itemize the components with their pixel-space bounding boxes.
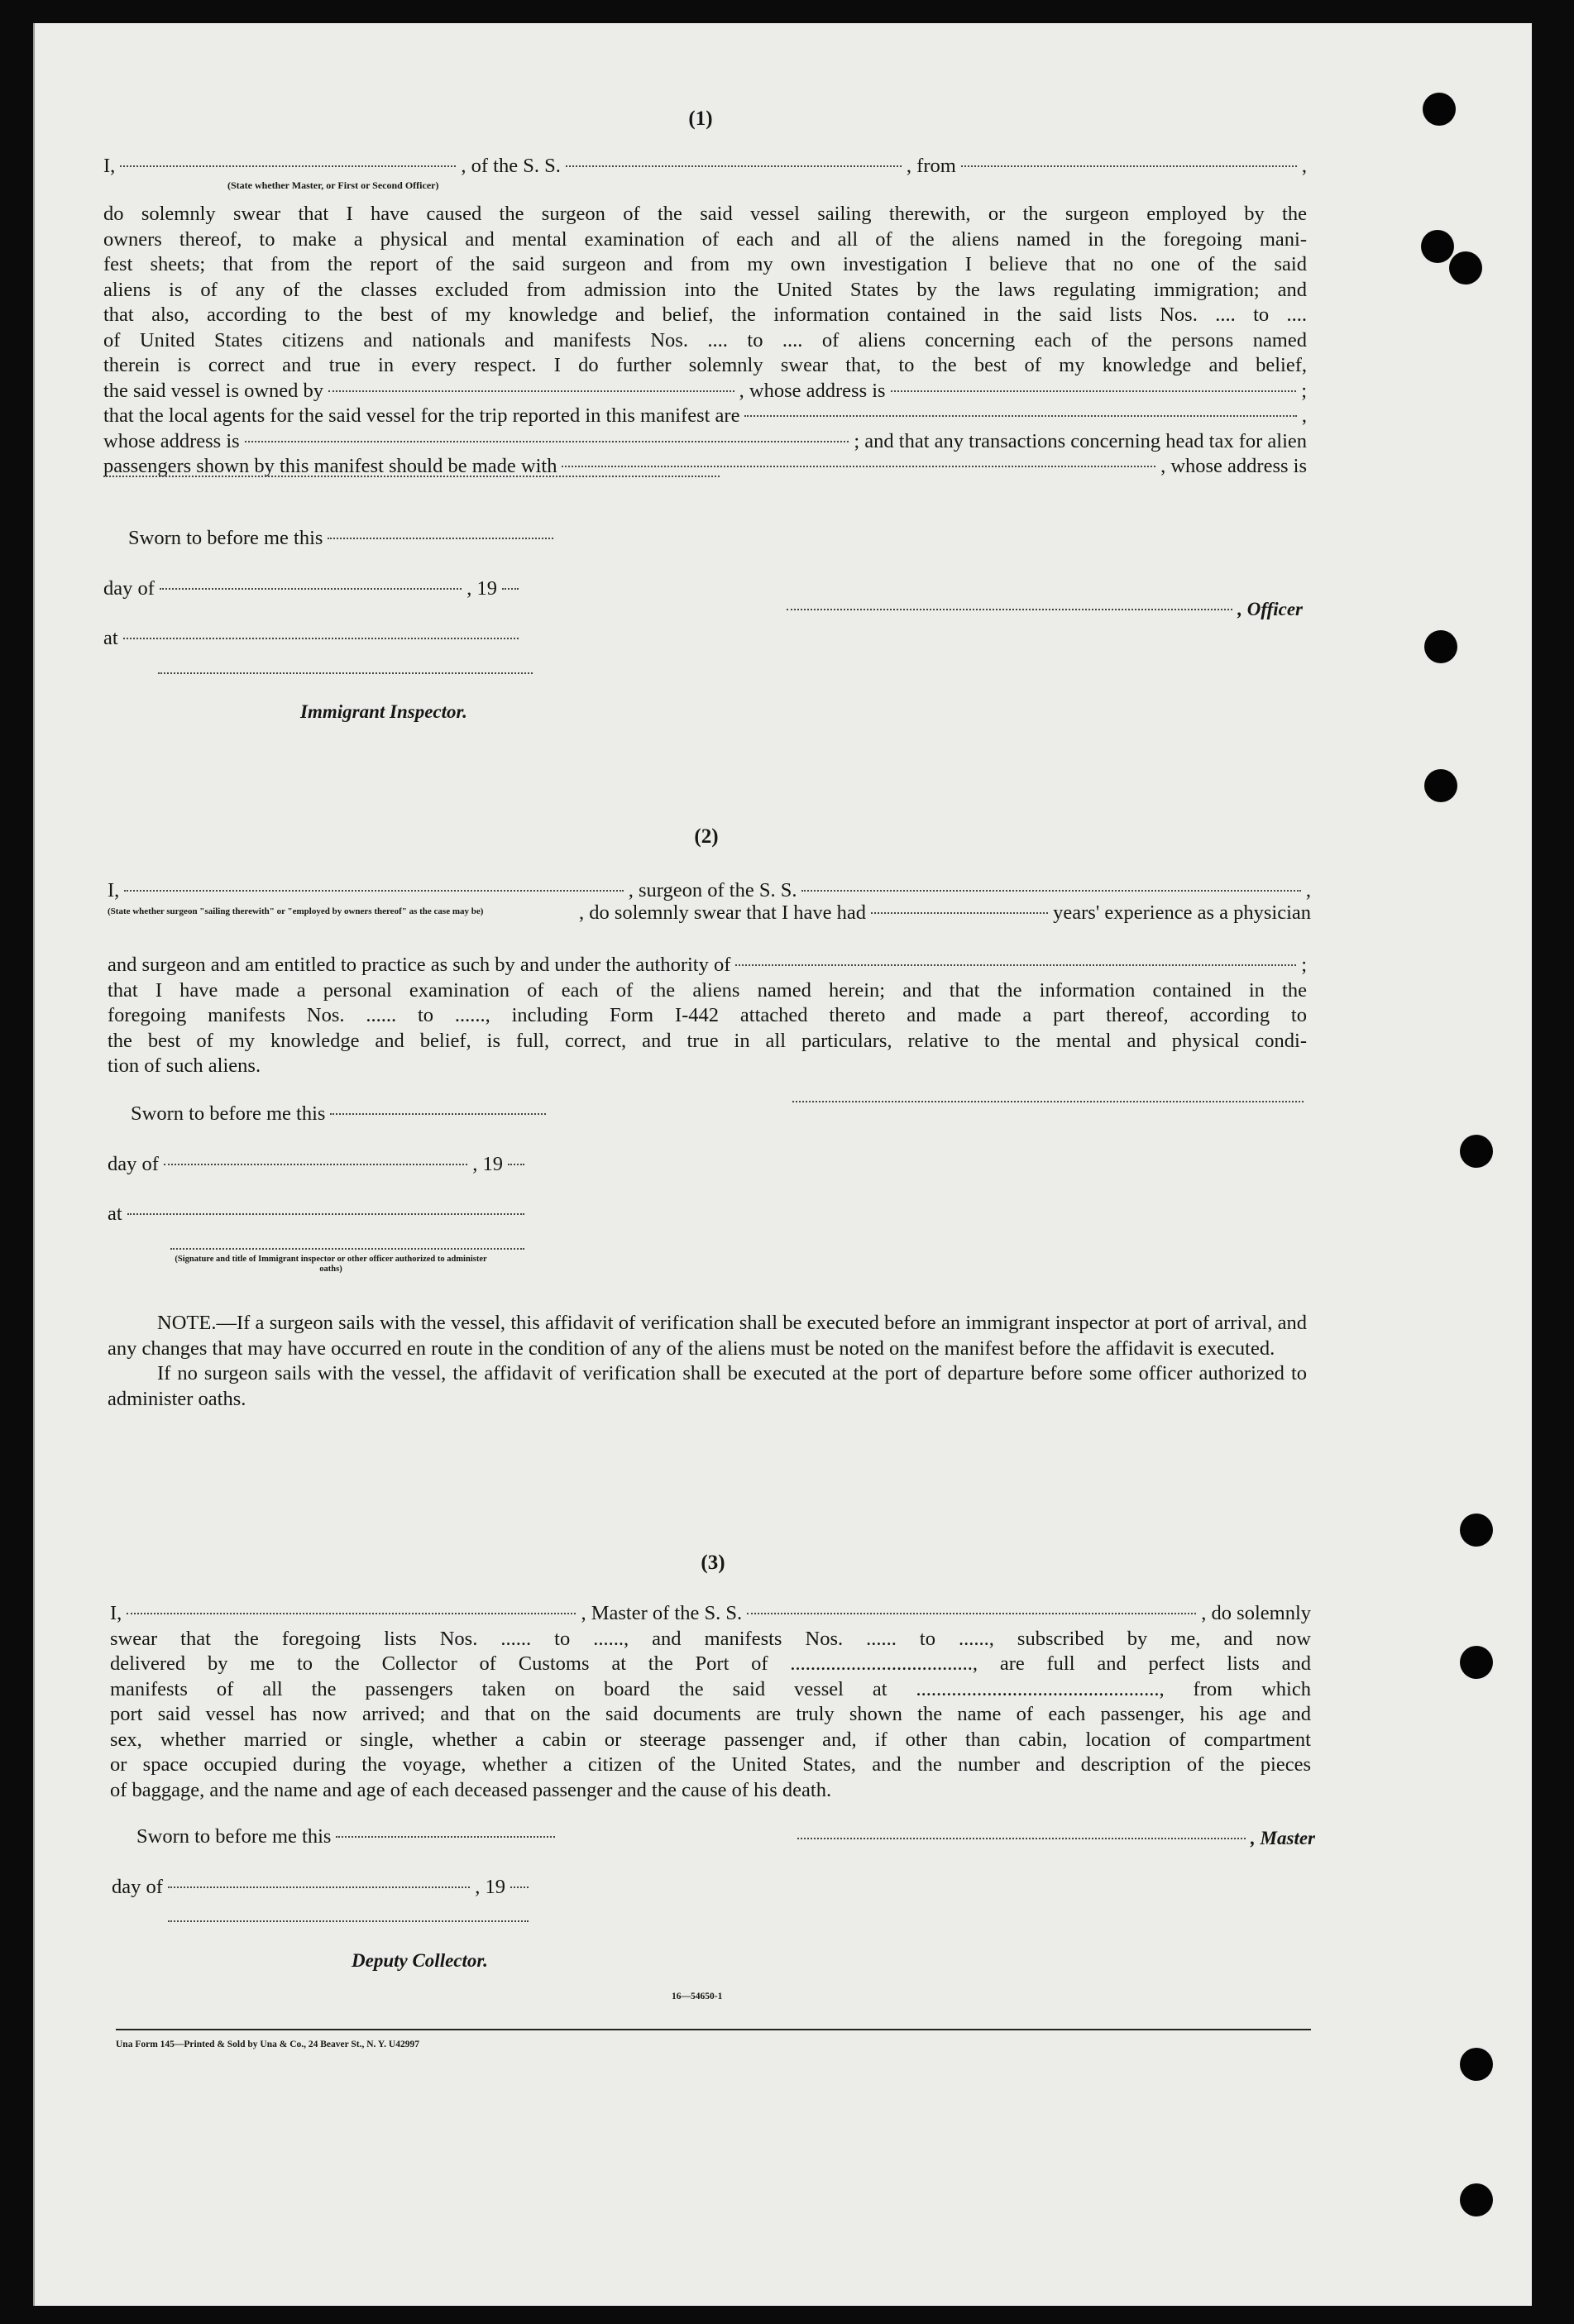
surgeon-signature-field[interactable] <box>792 1100 1304 1102</box>
agents-label: that the local agents for the said vessel for the trip reported in this manifest are <box>103 404 740 427</box>
month-field[interactable] <box>164 1163 467 1165</box>
punch-hole <box>1460 2048 1493 2081</box>
inspector-signature-field[interactable] <box>158 672 533 674</box>
oath-line: tion of such aliens. <box>108 1054 261 1077</box>
at-label: at <box>103 627 118 649</box>
authority-label: and surgeon and am entitled to practice as such by and under the authority of <box>108 954 731 976</box>
punch-hole <box>1424 769 1457 802</box>
place-field[interactable] <box>127 1212 524 1215</box>
oath-line: that also, according to the best of my knowledge and belief, the information contained in the said lists Nos. .... to .... <box>103 304 1307 326</box>
agents-address-line <box>103 429 1307 455</box>
form-code: 16—54650-1 <box>672 1992 723 2001</box>
oath-line: owners thereof, to make a physical and mental examination of each and all of the aliens named in the foregoing mani- <box>103 227 1307 251</box>
agents-field[interactable] <box>744 414 1296 417</box>
inspector-signature-field[interactable] <box>170 1247 524 1250</box>
head-tax-text: ; and that any transactions concerning head tax for alien <box>854 429 1307 452</box>
years-experience-field[interactable] <box>871 911 1048 914</box>
at-label: at <box>108 1203 122 1225</box>
punch-hole <box>1421 230 1454 263</box>
semicolon: ; <box>1301 954 1307 976</box>
vessel-label: , of the S. S. <box>461 155 561 177</box>
head-tax-label: passengers shown by this manifest should be made with <box>103 455 557 477</box>
punch-hole <box>1423 93 1456 126</box>
agents-address-label: whose address is <box>103 429 240 452</box>
section-2-notes <box>108 1311 1307 1412</box>
agents-address-field[interactable] <box>245 440 849 442</box>
punch-hole <box>1460 1646 1493 1679</box>
officer-rank-note: (State whether Master, or First or Second Officer) <box>227 179 439 191</box>
sworn-date-field[interactable] <box>336 1835 555 1838</box>
owner-line <box>103 379 1307 404</box>
oath-line: or space occupied during the voyage, whether a citizen of the United States, and the number and description of the pieces <box>110 1753 1311 1776</box>
head-tax-party-field[interactable] <box>562 465 1155 467</box>
sworn-label: Sworn to before me this <box>128 527 323 549</box>
master-signature-field[interactable] <box>797 1837 1246 1839</box>
surgeon-vessel-label: , surgeon of the S. S. <box>628 879 797 901</box>
authority-field[interactable] <box>735 964 1296 966</box>
oath-line: foregoing manifests Nos. ...... to ......, including Form I-442 attached thereto and made a part thereof, according to <box>108 1004 1307 1026</box>
no-surgeon-note: If no surgeon sails with the vessel, the affidavit of verification shall be executed at the port of departure before some officer authorized to administer oaths. <box>108 1362 1307 1410</box>
oath-intro: I, <box>103 155 116 177</box>
day-label: day of <box>103 576 155 600</box>
day-label: day of <box>108 1152 159 1175</box>
punch-hole <box>1460 2183 1493 2216</box>
month-field[interactable] <box>168 1886 470 1888</box>
signature-title-note: (Signature and title of Immigrant inspector or other officer authorized to administer oaths) <box>175 1254 487 1274</box>
oath-line: do solemnly swear that I have caused the surgeon of the said vessel sailing therewith, or the surgeon employed by the <box>103 203 1307 225</box>
officer-title: , Officer <box>1237 599 1303 619</box>
from-label: , from <box>906 155 956 177</box>
master-signature-line <box>792 1828 1315 1849</box>
oath-line: of baggage, and the name and age of each deceased passenger and the cause of his death. <box>110 1778 832 1801</box>
oath-line: sex, whether married or single, whether a cabin or steerage passenger and, if other than cabin, location of compartment <box>110 1728 1311 1751</box>
place-field[interactable] <box>123 637 519 639</box>
oath-line: delivered by me to the Collector of Customs at the Port of ...................................., are full and perfect lists and <box>110 1652 1311 1675</box>
section-3-oath-text <box>110 1627 1311 1804</box>
sworn-date-field[interactable] <box>328 537 553 539</box>
officer-signature-field[interactable] <box>787 608 1232 610</box>
year-field[interactable] <box>508 1163 524 1165</box>
sworn-date-field[interactable] <box>330 1112 546 1115</box>
punch-hole <box>1460 1135 1493 1168</box>
surgeon-vessel-field[interactable] <box>801 889 1300 892</box>
section-3-header <box>110 1601 1311 1803</box>
year-label: , 19 <box>475 1875 505 1898</box>
oath-line: therein is correct and true in every respect. I do further solemnly swear that, to the best of my knowledge and belief, <box>103 354 1307 376</box>
master-vessel-field[interactable] <box>747 1612 1196 1614</box>
comma: , <box>1305 879 1312 901</box>
oath-intro: I, <box>108 879 120 901</box>
master-title: , Master <box>1251 1828 1315 1848</box>
oath-line: that I have made a personal examination of each of the aliens named herein; and that the information contained in the <box>108 978 1307 1002</box>
agents-line <box>103 404 1307 429</box>
authority-line <box>108 953 1307 978</box>
solemnly-label: , do solemnly <box>1201 1602 1312 1624</box>
officer-name-field[interactable] <box>120 165 456 167</box>
master-vessel-label: , Master of the S. S. <box>581 1602 743 1624</box>
oath-line: port said vessel has now arrived; and that on the said documents are truly shown the name of each passenger, his age and <box>110 1703 1311 1725</box>
oath-line: of United States citizens and nationals and manifests Nos. .... to .... of aliens concerning each of the persons named <box>103 328 1307 351</box>
year-label: , 19 <box>466 576 497 600</box>
section-2-oath-text <box>108 953 1307 1079</box>
oath-line: manifests of all the passengers taken on board the said vessel at ................................................, from which <box>110 1677 1311 1700</box>
sworn-label: Sworn to before me this <box>131 1102 326 1125</box>
surgeon-sails-note: NOTE.—If a surgeon sails with the vessel, this affidavit of verification shall be executed before an immigrant inspector at port of arrival, and any changes that may have occurred en route in the condition of any of the aliens must be noted on the manifest before the affidavit is executed. <box>108 1312 1307 1360</box>
master-name-field[interactable] <box>127 1612 576 1614</box>
vessel-name-field[interactable] <box>566 165 902 167</box>
section-1-header <box>103 154 1307 191</box>
oath-intro: I, <box>110 1602 122 1624</box>
day-label: day of <box>112 1875 163 1898</box>
month-field[interactable] <box>160 587 462 590</box>
semicolon: ; <box>1301 379 1308 402</box>
comma: , <box>1301 404 1307 427</box>
oath-line: aliens is of any of the classes excluded from admission into the United States by the laws regulating immigration; and <box>103 278 1307 301</box>
footer-rule <box>116 2029 1311 2030</box>
departure-port-field[interactable] <box>961 165 1297 167</box>
deputy-collector-title: Deputy Collector. <box>352 1950 488 1971</box>
owner-address-label: , whose address is <box>739 379 886 402</box>
experience-line <box>579 901 1311 925</box>
comma: , <box>1301 155 1307 177</box>
owner-label: the said vessel is owned by <box>103 379 324 402</box>
punch-hole <box>1460 1513 1493 1547</box>
sworn-label: Sworn to before me this <box>136 1825 332 1848</box>
immigrant-inspector-title: Immigrant Inspector. <box>300 701 467 722</box>
printer-imprint: Una Form 145—Printed & Sold by Una & Co., 24 Beaver St., N. Y. U42997 <box>116 2039 419 2049</box>
head-tax-address-field[interactable] <box>103 475 720 477</box>
experience-label: , do solemnly swear that I have had <box>579 901 866 924</box>
oath-line: the best of my knowledge and belief, is full, correct, and true in all particulars, relative to the mental and physical condi- <box>108 1029 1307 1052</box>
owner-address-field[interactable] <box>891 390 1297 392</box>
punch-hole <box>1449 251 1482 285</box>
surgeon-status-note: (State whether surgeon "sailing therewith" or "employed by owners thereof" as the case may be) <box>108 906 484 916</box>
section-3-number: (3) <box>701 1552 725 1574</box>
punch-hole <box>1424 630 1457 663</box>
collector-signature-field[interactable] <box>168 1920 529 1922</box>
section-2-number: (2) <box>694 825 719 848</box>
section-1-number: (1) <box>688 108 713 130</box>
surgeon-name-field[interactable] <box>124 889 623 892</box>
owner-field[interactable] <box>328 390 734 392</box>
officer-signature-line <box>782 599 1303 620</box>
section-1-oath-text <box>103 202 1307 482</box>
oath-line: swear that the foregoing lists Nos. ...... to ......, and manifests Nos. ...... to ......, subscribed by me, and now <box>110 1627 1311 1650</box>
year-field[interactable] <box>510 1886 529 1888</box>
surgeon-signature-line <box>787 1105 1308 1107</box>
head-tax-address-label: , whose address is <box>1160 455 1307 477</box>
physician-label: years' experience as a physician <box>1053 901 1311 924</box>
oath-line: fest sheets; that from the report of the said surgeon and from my own investigation I believe that no one of the said <box>103 253 1307 275</box>
section-2-jurat <box>108 1102 1311 1274</box>
year-label: , 19 <box>472 1152 503 1175</box>
year-field[interactable] <box>502 587 519 590</box>
